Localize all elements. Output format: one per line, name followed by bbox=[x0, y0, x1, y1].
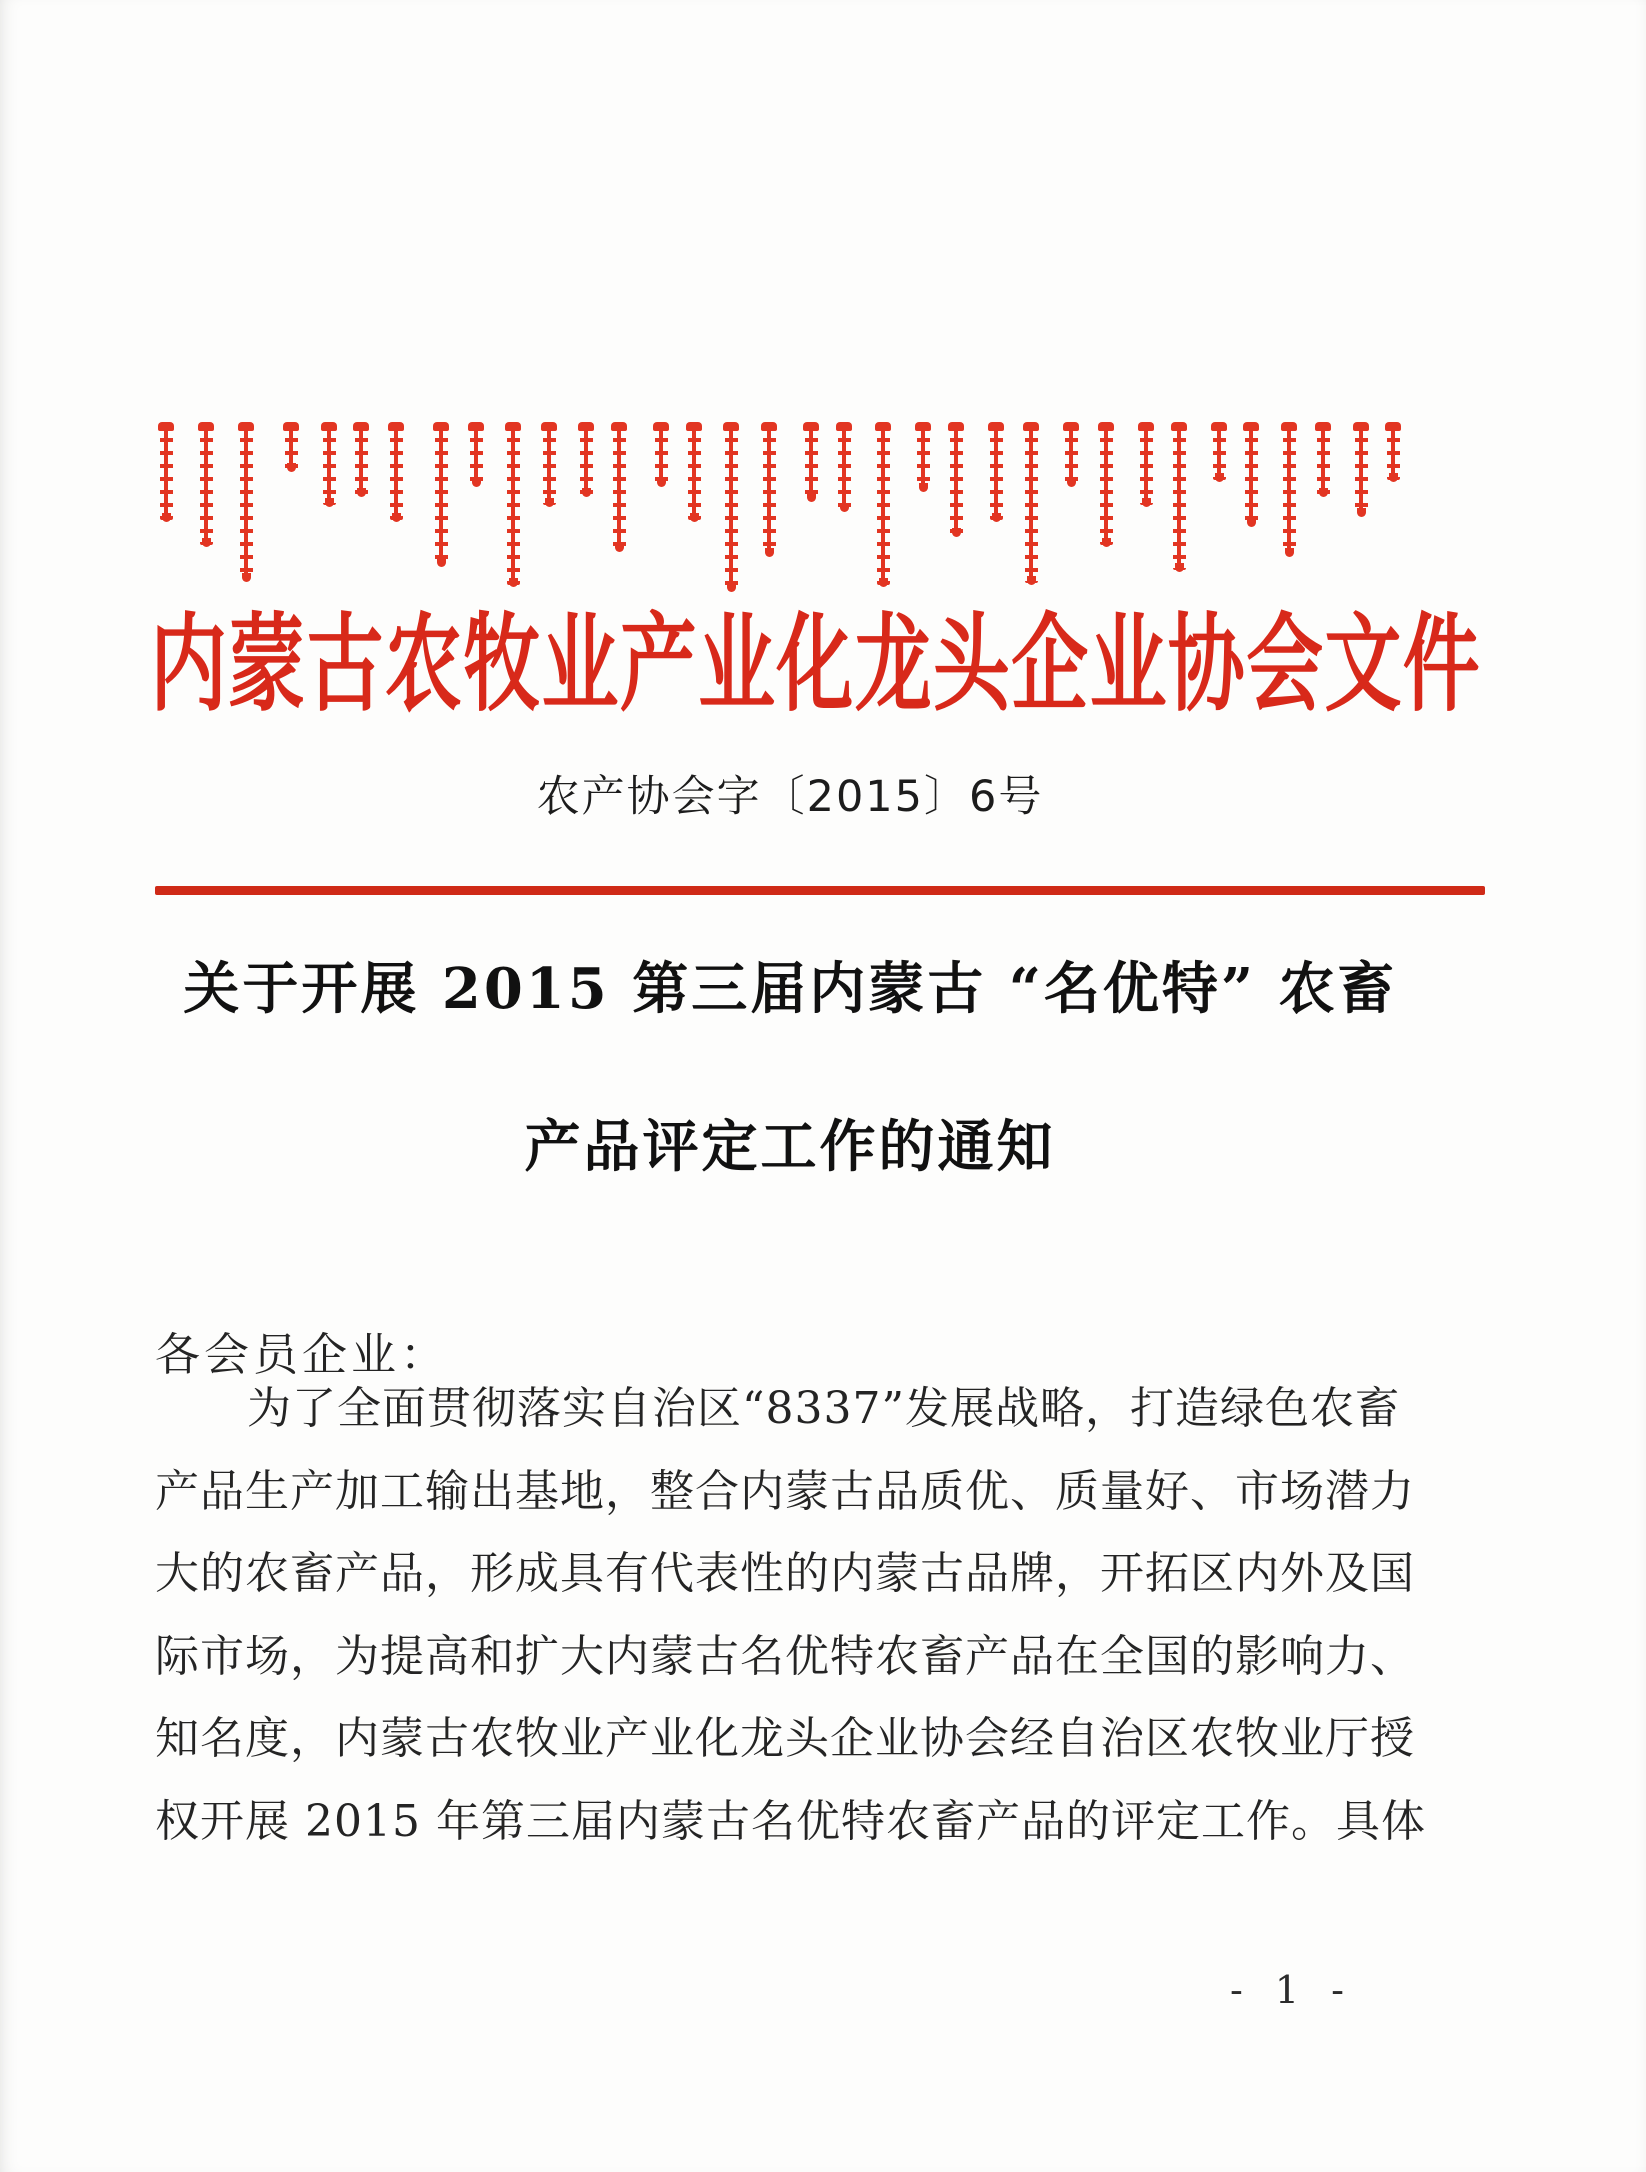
mongolian-script-column bbox=[1100, 425, 1113, 545]
mongolian-script-column bbox=[1025, 425, 1038, 583]
mongolian-script-column bbox=[725, 425, 738, 590]
page-number: - 1 - bbox=[1230, 1968, 1355, 2012]
mongolian-script-column bbox=[877, 425, 890, 585]
mongolian-script-column bbox=[580, 425, 593, 495]
mongolian-script-column bbox=[917, 425, 930, 490]
mongolian-script-column bbox=[470, 425, 483, 485]
notice-body bbox=[155, 1368, 1426, 1863]
notice-title-line1: 关于开展 2015 第三届内蒙古 “名优特” 农畜 bbox=[183, 956, 1397, 1022]
mongolian-script-column bbox=[1355, 425, 1368, 515]
mongolian-script-column bbox=[1173, 425, 1186, 570]
mongolian-script-column bbox=[1065, 425, 1078, 485]
mongolian-script-column bbox=[285, 425, 298, 470]
body-line: 大的农畜产品，形成具有代表性的内蒙古品牌，开拓区内外及国 bbox=[155, 1548, 1415, 1599]
mongolian-script-column bbox=[543, 425, 556, 505]
mongolian-script-column bbox=[200, 425, 213, 545]
mongolian-script-column bbox=[950, 425, 963, 535]
body-line: 为了全面贯彻落实自治区“8337”发展战略，打造绿色农畜 bbox=[247, 1383, 1400, 1434]
mongolian-script-row bbox=[155, 425, 1415, 625]
doc-number: 农产协会字〔2015〕6号 bbox=[536, 772, 1044, 822]
mongolian-script-column bbox=[240, 425, 253, 580]
mongolian-script-column bbox=[160, 425, 173, 520]
mongolian-script-column bbox=[688, 425, 701, 520]
body-line: 权开展 2015 年第三届内蒙古名优特农畜产品的评定工作。具体 bbox=[155, 1795, 1426, 1847]
mongolian-script-column bbox=[1140, 425, 1153, 505]
mongolian-script-column bbox=[1283, 425, 1296, 555]
body-line: 产品生产加工输出基地，整合内蒙古品质优、质量好、市场潜力 bbox=[155, 1465, 1415, 1517]
red-divider-line bbox=[155, 886, 1485, 895]
mongolian-script-column bbox=[990, 425, 1003, 520]
mongolian-script-column bbox=[355, 425, 368, 495]
mongolian-script-column bbox=[1213, 425, 1226, 480]
mongolian-script-column bbox=[655, 425, 668, 485]
mongolian-script-column bbox=[763, 425, 776, 555]
notice-title-line2: 产品评定工作的通知 bbox=[524, 1114, 1056, 1180]
mongolian-script-column bbox=[323, 425, 336, 505]
mongolian-script-column bbox=[613, 425, 626, 550]
mongolian-script-column bbox=[507, 425, 520, 585]
mongolian-script-column bbox=[1387, 425, 1400, 480]
mongolian-script-column bbox=[1245, 425, 1258, 525]
salutation: 各会员企业： bbox=[155, 1328, 450, 1381]
org-title: 内蒙古农牧业产业化龙头企业协会文件 bbox=[150, 601, 1482, 726]
mongolian-script-column bbox=[435, 425, 448, 565]
body-line: 知名度，内蒙古农牧业产业化龙头企业协会经自治区农牧业厅授 bbox=[155, 1713, 1415, 1764]
mongolian-script-column bbox=[805, 425, 818, 500]
mongolian-script-column bbox=[390, 425, 403, 520]
body-line: 际市场，为提高和扩大内蒙古名优特农畜产品在全国的影响力、 bbox=[155, 1630, 1415, 1682]
mongolian-script-column bbox=[1317, 425, 1330, 495]
mongolian-script-column bbox=[838, 425, 851, 510]
